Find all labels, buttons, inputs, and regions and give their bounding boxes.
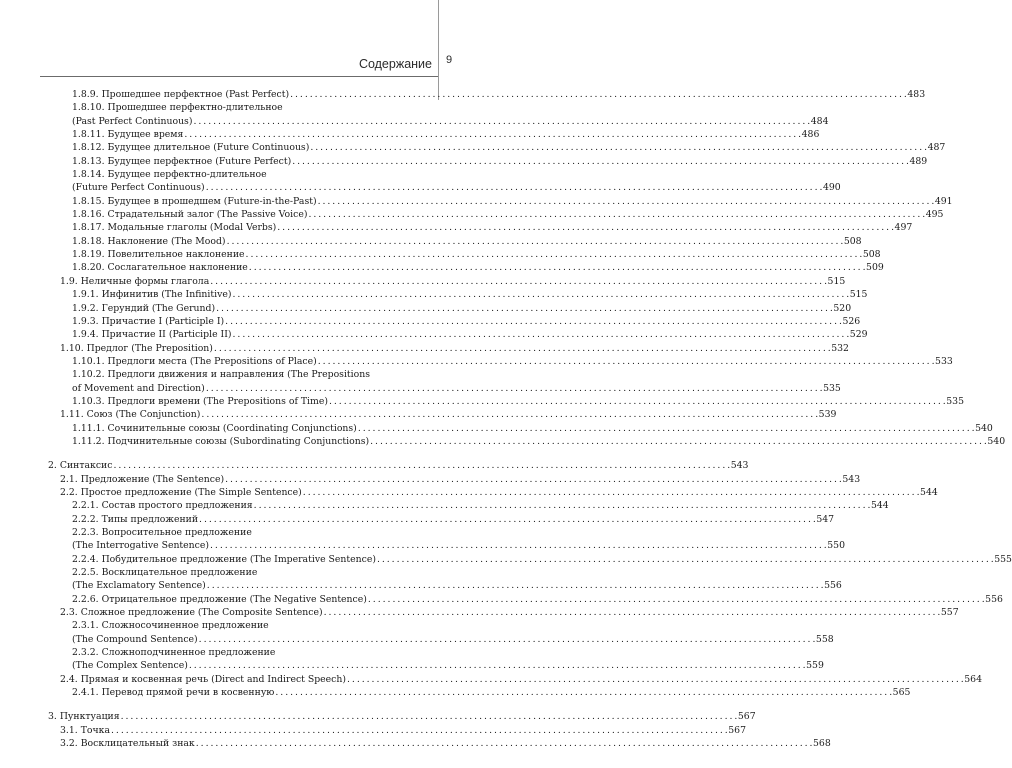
toc-entry — [48, 473, 861, 486]
section-gap — [48, 699, 420, 710]
toc-entry-title: 1.9.1. Инфинитив (The Infinitive) — [72, 289, 232, 301]
toc-entry — [48, 435, 1006, 448]
toc-entry — [48, 619, 420, 632]
toc-entry — [48, 673, 983, 686]
dot-leader — [303, 486, 919, 499]
toc-entry — [48, 606, 959, 619]
toc-entry-title: 2.2.3. Вопросительное предложение — [72, 527, 252, 538]
toc-entry — [48, 155, 928, 168]
toc-entry — [48, 368, 420, 381]
toc-entry-title: 2.2.4. Побудительное предложение (The Imperative Sentence) — [72, 553, 376, 565]
toc-entry — [48, 342, 849, 355]
toc-entry-title: 1.8.19. Повелительное наклонение — [72, 249, 245, 261]
toc-entry-page: 497 — [894, 222, 913, 234]
toc-entry-title: 3. Пунктуация — [48, 711, 120, 723]
toc-entry-title: 1.8.16. Страдательный залог (The Passive Voice) — [72, 209, 308, 221]
toc-entry-title: 1.8.9. Прошедшее перфектное (Past Perfect) — [72, 89, 290, 100]
dot-leader — [370, 435, 986, 448]
toc-entry — [48, 459, 749, 472]
toc-entry — [48, 168, 420, 181]
toc-entry-title: 1.9.4. Причастие II (Participle II) — [72, 329, 232, 341]
toc-entry-page: 547 — [816, 513, 835, 525]
toc-entry-page: 565 — [892, 687, 911, 699]
page-number: 9 — [446, 54, 453, 66]
dot-leader — [329, 395, 945, 408]
dot-leader — [216, 302, 832, 315]
toc-entry-title: 1.8.14. Будущее перфектно-длительное — [72, 169, 267, 181]
table-of-contents — [48, 88, 1012, 751]
toc-entry-page: 540 — [975, 422, 993, 434]
toc-entry-title: 1.11. Союз (The Conjunction) — [60, 409, 201, 421]
dot-leader — [199, 513, 815, 526]
toc-entry-title: 1.9. Неличные формы глагола — [60, 275, 210, 287]
toc-entry-page: 508 — [862, 249, 881, 261]
dot-leader — [310, 141, 926, 154]
toc-entry-title: 1.8.13. Будущее перфектное (Future Perfect) — [72, 155, 292, 167]
dot-leader — [292, 155, 908, 168]
toc-entry-title: 2.3. Сложное предложение (The Composite Sentence) — [60, 607, 323, 619]
toc-entry — [48, 553, 1012, 566]
toc-entry-page: 567 — [737, 711, 756, 723]
dot-leader — [368, 593, 984, 606]
toc-entry-title: 1.9.3. Причастие I (Participle I) — [72, 315, 225, 327]
dot-leader — [184, 128, 800, 141]
dot-leader — [206, 382, 822, 395]
dot-leader — [199, 633, 815, 646]
toc-entry-page: 533 — [935, 355, 953, 367]
toc-entry-page: 544 — [920, 486, 938, 498]
toc-entry — [48, 235, 862, 248]
toc-entry-title: 3.1. Точка — [60, 724, 110, 736]
dot-leader — [277, 221, 893, 234]
toc-entry-page: 526 — [842, 315, 861, 327]
dot-leader — [275, 686, 891, 699]
toc-entry-page: 556 — [985, 593, 1003, 605]
toc-entry-page: 529 — [849, 329, 868, 341]
toc-entry — [48, 101, 420, 114]
toc-entry-title: 1.9.2. Герундий (The Gerund) — [72, 302, 216, 314]
toc-entry — [48, 513, 835, 526]
dot-leader — [210, 275, 826, 288]
toc-entry-title: 2.3.2. Сложноподчиненное предложение — [72, 647, 276, 659]
toc-entry — [48, 248, 881, 261]
toc-entry — [48, 724, 747, 737]
toc-entry-page: 484 — [810, 115, 829, 127]
toc-entry-page: 550 — [827, 540, 846, 552]
toc-entry-title: 1.8.18. Наклонение (The Mood) — [72, 235, 226, 247]
toc-entry-title: 2.3.1. Сложносочиненное предложение — [72, 620, 269, 632]
dot-leader — [121, 710, 737, 723]
toc-entry — [48, 593, 1003, 606]
toc-entry-title: 1.10.3. Предлоги времени (The Prepositions of Time) — [72, 395, 328, 407]
toc-entry-page: 495 — [925, 209, 944, 221]
toc-entry — [48, 382, 841, 395]
margin-divider — [438, 0, 439, 100]
dot-leader — [210, 539, 826, 552]
dot-leader — [232, 288, 848, 301]
toc-entry — [48, 499, 889, 512]
toc-entry-title: 2.2.6. Отрицательное предложение (The Negative Sentence) — [72, 593, 367, 605]
toc-entry-title: 1.11.1. Сочинительные союзы (Coordinating Conjunctions) — [72, 422, 357, 434]
toc-entry — [48, 195, 953, 208]
toc-entry-page: 543 — [730, 460, 749, 472]
toc-entry — [48, 526, 420, 539]
toc-entry-title: (Future Perfect Continuous) — [72, 182, 205, 194]
toc-entry-title: 1.8.11. Будущее время — [72, 129, 184, 141]
toc-entry-page: 532 — [831, 342, 849, 354]
toc-entry-page: 490 — [822, 182, 841, 194]
toc-entry-title: 1.11.2. Подчинительные союзы (Subordinating Conjunctions) — [72, 435, 370, 447]
toc-entry-page: 508 — [843, 235, 862, 247]
dot-leader — [233, 328, 849, 341]
toc-entry-title: 2.4. Прямая и косвенная речь (Direct and Indirect Speech) — [60, 673, 346, 685]
toc-entry — [48, 88, 926, 101]
toc-entry-title: 1.8.10. Прошедшее перфектно-длительное — [72, 102, 283, 114]
toc-entry-title: 2.2.5. Восклицательное предложение — [72, 567, 258, 579]
toc-entry — [48, 208, 944, 221]
toc-entry-title: (The Compound Sentence) — [72, 633, 198, 645]
toc-entry — [48, 633, 834, 646]
toc-entry-title: 1.8.15. Будущее в прошедшем (Future-in-the-Past) — [72, 195, 317, 207]
toc-entry-title: 2.2. Простое предложение (The Simple Sentence) — [60, 486, 302, 498]
dot-leader — [225, 315, 841, 328]
dot-leader — [201, 408, 817, 421]
toc-entry — [48, 328, 868, 341]
toc-entry — [48, 486, 938, 499]
toc-entry-page: 535 — [823, 382, 841, 394]
toc-entry-page: 544 — [870, 500, 889, 512]
toc-entry-title: 2.2.2. Типы предложений — [72, 513, 199, 525]
toc-entry — [48, 659, 824, 672]
dot-leader — [113, 459, 729, 472]
toc-entry-page: 509 — [866, 262, 884, 274]
toc-entry-title: 1.8.12. Будущее длительное (Future Continuous) — [72, 142, 310, 154]
dot-leader — [318, 195, 934, 208]
dot-leader — [308, 208, 924, 221]
toc-entry-page: 520 — [833, 302, 852, 314]
toc-entry-title: (The Complex Sentence) — [72, 660, 188, 672]
toc-entry-title: 2.2.1. Состав простого предложения — [72, 500, 253, 512]
toc-entry — [48, 579, 842, 592]
running-title: Содержание — [358, 57, 432, 71]
dot-leader — [377, 553, 993, 566]
toc-entry — [48, 115, 829, 128]
toc-entry-page: 487 — [927, 142, 946, 154]
dot-leader — [196, 737, 812, 750]
toc-entry-page: 515 — [827, 275, 846, 287]
toc-entry-page: 486 — [801, 129, 820, 141]
dot-leader — [318, 355, 934, 368]
dot-leader — [246, 248, 862, 261]
toc-entry-page: 515 — [849, 289, 868, 301]
toc-entry — [48, 315, 861, 328]
dot-leader — [358, 422, 974, 435]
dot-leader — [249, 261, 865, 274]
dot-leader — [254, 499, 870, 512]
toc-entry-title: 1.10.2. Предлоги движения и направления (The Prepositions — [72, 369, 370, 381]
toc-entry — [48, 710, 756, 723]
toc-entry — [48, 539, 846, 552]
toc-entry — [48, 181, 841, 194]
toc-entry — [48, 646, 420, 659]
dot-leader — [193, 115, 809, 128]
toc-entry — [48, 141, 946, 154]
dot-leader — [225, 473, 841, 486]
toc-entry — [48, 128, 820, 141]
dot-leader — [227, 235, 843, 248]
section-gap — [48, 448, 420, 459]
toc-entry — [48, 261, 884, 274]
dot-leader — [214, 342, 830, 355]
toc-entry — [48, 422, 993, 435]
toc-entry-title: 1.8.17. Модальные глаголы (Modal Verbs) — [72, 222, 277, 234]
toc-entry — [48, 302, 852, 315]
toc-entry-page: 564 — [964, 673, 983, 685]
toc-entry — [48, 408, 837, 421]
toc-entry-title: (The Exclamatory Sentence) — [72, 580, 206, 592]
toc-entry — [48, 566, 420, 579]
toc-entry — [48, 686, 911, 699]
toc-entry-page: 483 — [907, 89, 926, 100]
toc-entry — [48, 221, 913, 234]
dot-leader — [290, 88, 906, 101]
toc-entry-title: 2.4.1. Перевод прямой речи в косвенную — [72, 687, 275, 699]
toc-entry-title: 3.2. Восклицательный знак — [60, 738, 195, 750]
toc-entry-page: 568 — [813, 738, 831, 750]
toc-entry-page: 559 — [806, 660, 824, 672]
toc-entry-page: 535 — [946, 395, 964, 407]
toc-entry — [48, 395, 964, 408]
toc-entry-title: 1.10.1. Предлоги места (The Prepositions of Place) — [72, 355, 317, 367]
toc-entry-page: 558 — [815, 633, 834, 645]
toc-entry — [48, 288, 868, 301]
toc-entry-title: 1.10. Предлог (The Preposition) — [60, 342, 213, 354]
toc-entry-page: 489 — [909, 155, 928, 167]
dot-leader — [189, 659, 805, 672]
toc-entry-page: 555 — [994, 553, 1012, 565]
toc-entry-page: 540 — [987, 435, 1006, 447]
dot-leader — [206, 181, 822, 194]
dot-leader — [111, 724, 727, 737]
toc-entry — [48, 275, 846, 288]
toc-entry-page: 543 — [842, 473, 861, 485]
toc-entry-title: (The Interrogative Sentence) — [72, 540, 209, 552]
toc-entry-title: (Past Perfect Continuous) — [72, 115, 193, 127]
header-rule — [40, 76, 438, 77]
dot-leader — [347, 673, 963, 686]
dot-leader — [207, 579, 823, 592]
toc-entry-title: 1.8.20. Сослагательное наклонение — [72, 262, 248, 274]
toc-entry-page: 491 — [934, 195, 953, 207]
toc-entry-page: 557 — [940, 607, 959, 619]
toc-entry — [48, 737, 831, 750]
toc-entry-page: 567 — [728, 724, 747, 736]
toc-entry-page: 539 — [818, 409, 837, 421]
toc-entry-title: of Movement and Direction) — [72, 382, 205, 394]
toc-entry-title: 2.1. Предложение (The Sentence) — [60, 473, 225, 485]
toc-entry — [48, 355, 953, 368]
dot-leader — [324, 606, 940, 619]
toc-entry-page: 556 — [824, 580, 842, 592]
toc-entry-title: 2. Синтаксис — [48, 460, 113, 472]
